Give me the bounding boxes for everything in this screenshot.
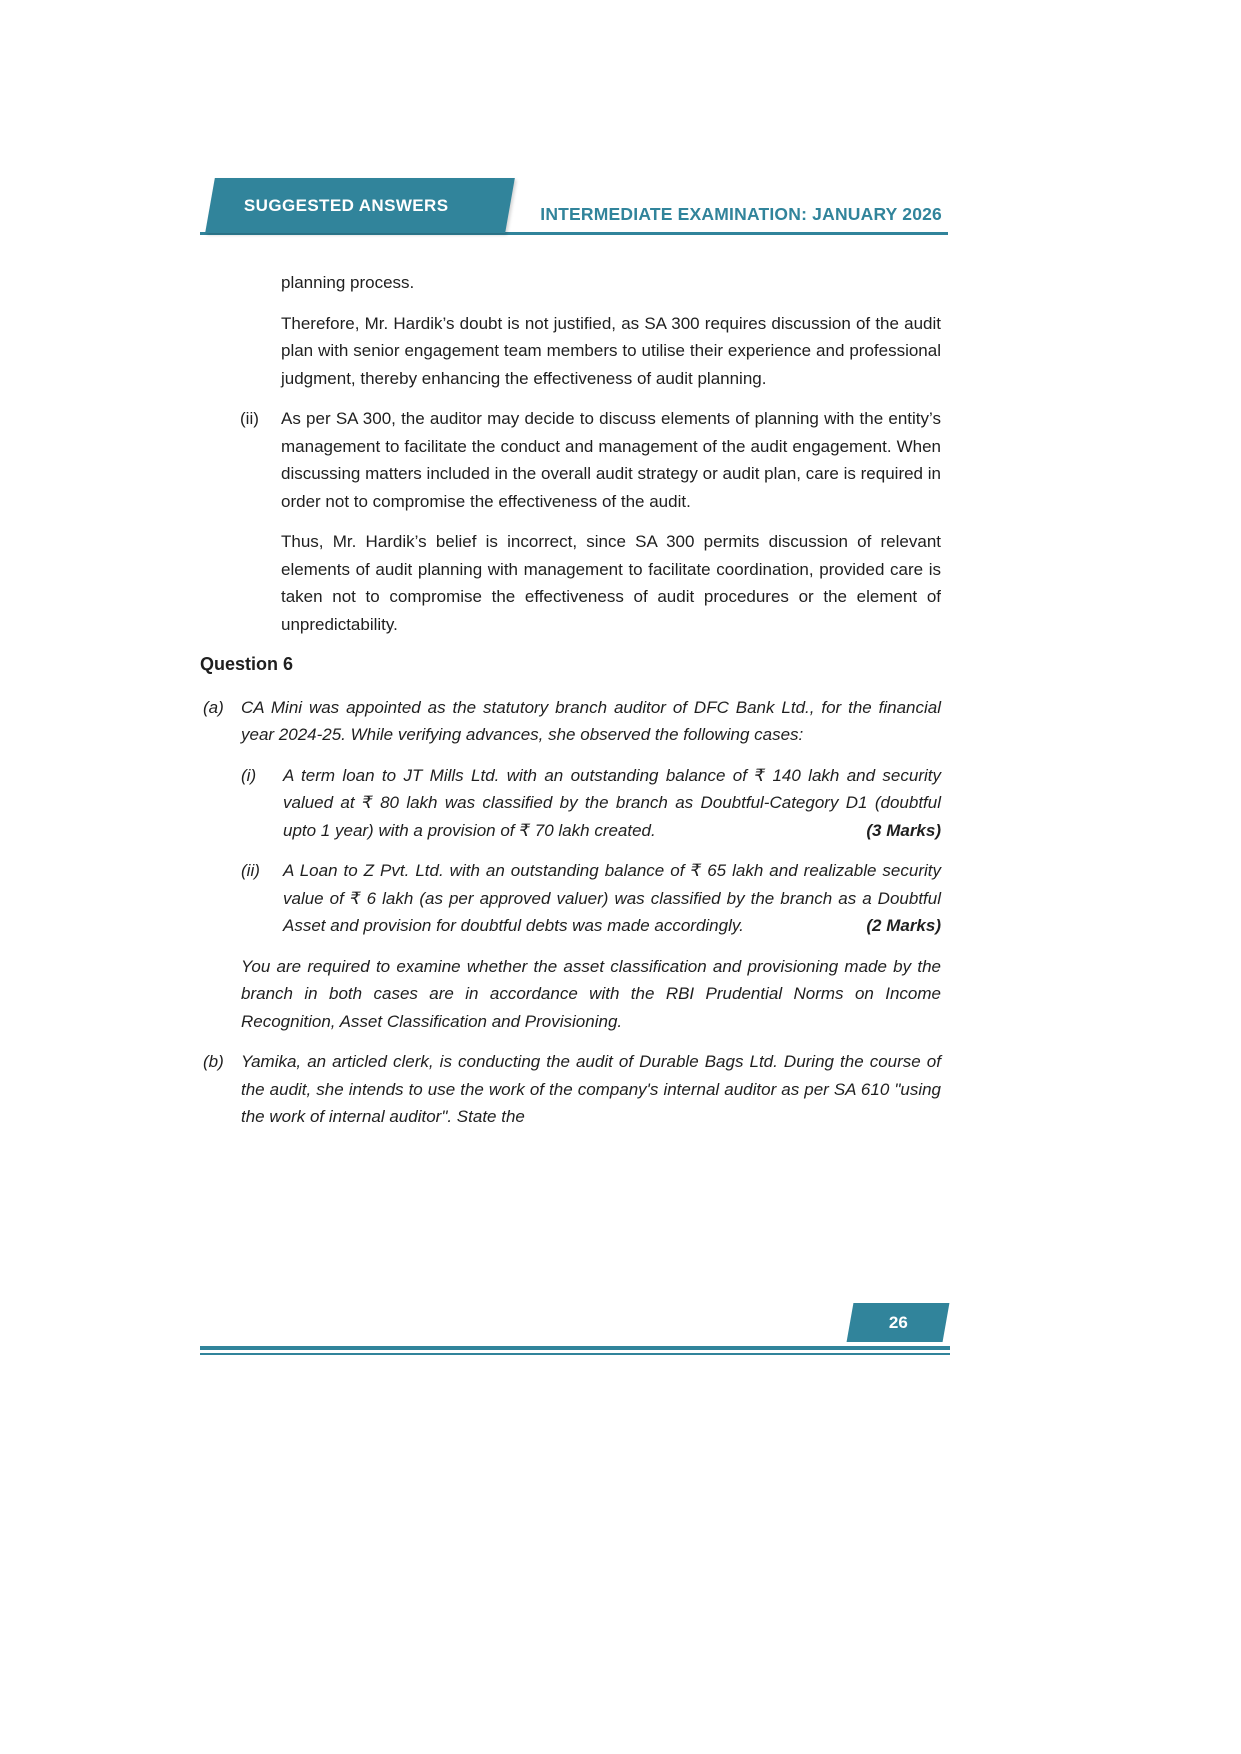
page-content	[200, 269, 941, 1144]
question-6a-requirement: You are required to examine whether the asset classification and provisioning made by the branch in both cases are in accordance with the RBI Prudential Norms on Income Recognition, Asset Classification and Provisioning.	[241, 956, 941, 1031]
page-number: 26	[888, 1312, 908, 1332]
paragraph-intro-fragment: planning process.	[281, 273, 415, 292]
question-6a-case-i-label: (i)	[241, 765, 257, 785]
question-6a-case-ii	[200, 857, 941, 940]
question-6a-text: CA Mini was appointed as the statutory branch auditor of DFC Bank Ltd., for the financial year 2024-25. While verifying advances, she observed the following cases:	[241, 697, 941, 744]
footer-rule-thin	[200, 1353, 950, 1355]
question-6a-label: (a)	[203, 697, 224, 717]
answer-item-ii-label: (ii)	[240, 409, 259, 428]
question-6a-case-i	[200, 762, 941, 845]
answer-item-ii-text: As per SA 300, the auditor may decide to discuss elements of planning with the entity’s management to facilitate the conduct and management of the audit engagement. When discussing matters included in the overall audit strategy or audit plan, care is required in order not to compromise the effectiveness of the audit.	[281, 409, 941, 511]
header-exam-title: INTERMEDIATE EXAMINATION: JANUARY 2026	[540, 204, 942, 224]
answer-item-ii	[200, 405, 941, 515]
footer-rule-thick	[200, 1346, 950, 1350]
question-6b-text: Yamika, an articled clerk, is conducting the audit of Durable Bags Ltd. During the course of the audit, she intends to use the work of the company's internal auditor as per SA 610 "using the work of internal auditor". State the	[241, 1052, 941, 1126]
question-6a-case-ii-body: A Loan to Z Pvt. Ltd. with an outstanding balance of ₹ 65 lakh and realizable security value of ₹ 6 lakh (as per approved valuer) was classified by the branch as a Doubtful Asset and provision for doubtful debts was made accordingly.	[283, 861, 941, 935]
question-6a-case-ii-label: (ii)	[241, 861, 260, 880]
page-number-badge	[847, 1303, 950, 1342]
question-6a-case-i-marks: (3 Marks)	[866, 820, 941, 840]
question-6a-case-i-text	[283, 762, 941, 845]
footer-divider-lines	[200, 1346, 950, 1355]
question-6a-case-ii-text	[283, 857, 941, 940]
page-header	[200, 178, 948, 235]
question-6a	[200, 694, 941, 749]
page-footer	[200, 1303, 950, 1363]
question-6-heading: Question 6	[200, 654, 294, 674]
question-6a-case-i-body: A term loan to JT Mills Ltd. with an outstanding balance of ₹ 140 lakh and security valued at ₹ 80 lakh was classified by the branch as Doubtful-Category D1 (doubtful upto 1 year) with a provision of ₹ 70 lakh created.	[283, 765, 941, 840]
question-6b	[200, 1048, 941, 1131]
question-6a-case-ii-marks: (2 Marks)	[866, 916, 941, 935]
header-banner-label: SUGGESTED ANSWERS	[244, 195, 449, 215]
header-banner	[205, 178, 515, 233]
paragraph-therefore: Therefore, Mr. Hardik’s doubt is not justified, as SA 300 requires discussion of the audit plan with senior engagement team members to utilise their experience and professional judgment, thereby enhancing the effectiveness of audit planning.	[281, 313, 941, 388]
question-6b-label: (b)	[203, 1052, 224, 1071]
paragraph-thus: Thus, Mr. Hardik’s belief is incorrect, since SA 300 permits discussion of relevant elements of audit planning with management to facilitate coordination, provided care is taken not to compromise the effectiveness of audit procedures or the element of unpredictability.	[281, 532, 941, 634]
